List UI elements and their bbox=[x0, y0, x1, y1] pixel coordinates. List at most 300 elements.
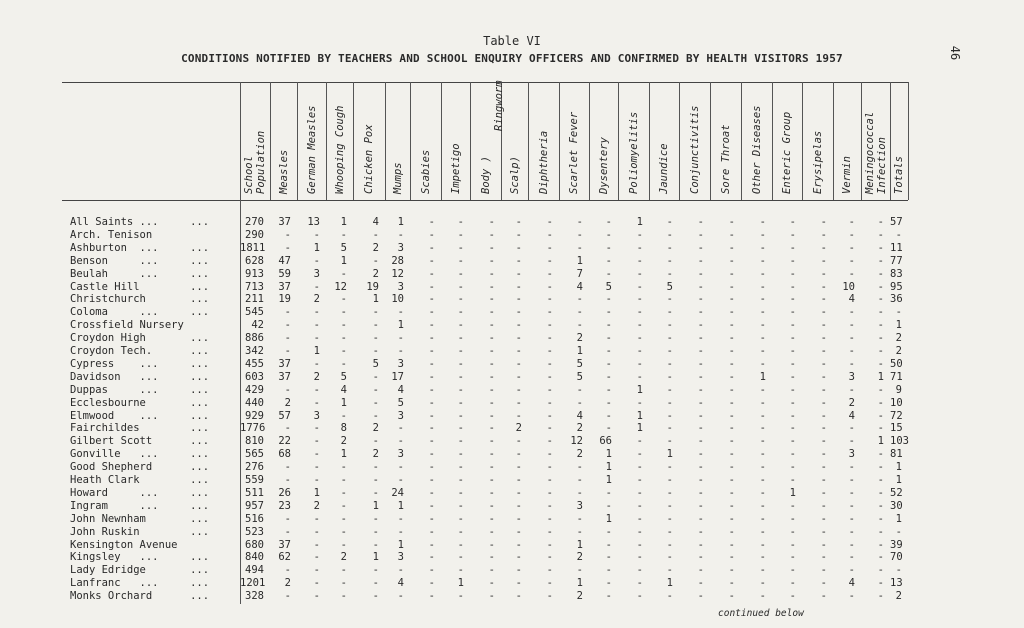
cell-erysipelas: - bbox=[820, 512, 827, 525]
school-name: Crossfield Nursery bbox=[70, 319, 184, 332]
cell-diphtheria: - bbox=[546, 254, 553, 267]
cell-conjunctivitis: - bbox=[697, 422, 704, 435]
cell-scalp: - bbox=[515, 241, 522, 254]
cell-scarlet-fever: 1 bbox=[576, 577, 583, 590]
cell-measles: 37 bbox=[278, 370, 291, 383]
cell-poliomyelitis: - bbox=[636, 538, 643, 551]
school-name: John Newnham ... bbox=[70, 512, 210, 525]
cell-whooping-cough: - bbox=[340, 267, 347, 280]
cell-poliomyelitis: - bbox=[636, 461, 643, 474]
cell-vermin: - bbox=[848, 461, 855, 474]
cell-chicken-pox: 4 bbox=[372, 216, 379, 228]
cell-poliomyelitis: - bbox=[636, 280, 643, 293]
cell-chicken-pox: 1 bbox=[372, 551, 379, 564]
cell-poliomyelitis: - bbox=[636, 435, 643, 448]
cell-measles: 2 bbox=[284, 577, 291, 590]
cell-totals: 2 bbox=[895, 332, 902, 345]
cell-conjunctivitis: - bbox=[697, 461, 704, 474]
cell-vermin: - bbox=[848, 486, 855, 499]
cell-conjunctivitis: - bbox=[697, 332, 704, 345]
cell-totals: - bbox=[895, 306, 902, 319]
column-header-scabies: Scabies bbox=[419, 149, 432, 194]
cell-scabies: - bbox=[428, 486, 435, 499]
cell-chicken-pox: - bbox=[372, 538, 379, 551]
cell-chicken-pox: 2 bbox=[372, 448, 379, 461]
cell-scalp: - bbox=[515, 448, 522, 461]
cell-jaundice: - bbox=[666, 332, 673, 345]
cell-sore-throat: - bbox=[728, 241, 735, 254]
cell-sore-throat: - bbox=[728, 306, 735, 319]
cell-body: - bbox=[488, 306, 495, 319]
school-name: Fairchildes ... bbox=[70, 422, 210, 435]
school-name: Ashburton ... ... bbox=[70, 241, 210, 254]
cell-vermin: 4 bbox=[848, 293, 855, 306]
column-divider bbox=[741, 82, 742, 200]
cell-scalp: - bbox=[515, 306, 522, 319]
cell-body: - bbox=[488, 512, 495, 525]
cell-dysentery: 1 bbox=[605, 448, 612, 461]
cell-scabies: - bbox=[428, 396, 435, 409]
cell-conjunctivitis: - bbox=[697, 254, 704, 267]
column-divider bbox=[649, 82, 650, 200]
cell-diphtheria: - bbox=[546, 422, 553, 435]
cell-vermin: - bbox=[848, 383, 855, 396]
cell-erysipelas: - bbox=[820, 280, 827, 293]
cell-jaundice: - bbox=[666, 228, 673, 241]
cell-school-population: 516 bbox=[245, 512, 264, 525]
cell-mumps: 24 bbox=[391, 486, 404, 499]
cell-impetigo: - bbox=[457, 512, 464, 525]
cell-whooping-cough: - bbox=[340, 525, 347, 538]
cell-body: - bbox=[488, 396, 495, 409]
cell-impetigo: - bbox=[457, 254, 464, 267]
school-name: John Ruskin ... bbox=[70, 525, 210, 538]
school-name: Heath Clark ... bbox=[70, 474, 210, 486]
cell-dysentery: - bbox=[605, 577, 612, 590]
cell-other-diseases: - bbox=[759, 486, 766, 499]
cell-other-diseases: - bbox=[759, 254, 766, 267]
cell-german-measles: - bbox=[313, 474, 320, 486]
cell-scalp: - bbox=[515, 474, 522, 486]
cell-measles: 47 bbox=[278, 254, 291, 267]
cell-chicken-pox: 5 bbox=[372, 357, 379, 370]
cell-poliomyelitis: - bbox=[636, 448, 643, 461]
cell-chicken-pox: - bbox=[372, 370, 379, 383]
cell-chicken-pox: - bbox=[372, 396, 379, 409]
cell-german-measles: 1 bbox=[313, 486, 320, 499]
cell-measles: - bbox=[284, 241, 291, 254]
cell-diphtheria: - bbox=[546, 590, 553, 603]
cell-enteric-group: - bbox=[789, 370, 796, 383]
cell-impetigo: - bbox=[457, 357, 464, 370]
cell-other-diseases: - bbox=[759, 551, 766, 564]
cell-poliomyelitis: - bbox=[636, 564, 643, 577]
column-header-school-population: School Population bbox=[243, 130, 267, 194]
cell-jaundice: - bbox=[666, 370, 673, 383]
cell-vermin: - bbox=[848, 267, 855, 280]
cell-jaundice: - bbox=[666, 319, 673, 332]
cell-jaundice: - bbox=[666, 435, 673, 448]
cell-scarlet-fever: - bbox=[576, 564, 583, 577]
cell-sore-throat: - bbox=[728, 216, 735, 228]
cell-scabies: - bbox=[428, 357, 435, 370]
cell-poliomyelitis: - bbox=[636, 306, 643, 319]
cell-other-diseases: - bbox=[759, 383, 766, 396]
cell-whooping-cough: - bbox=[340, 319, 347, 332]
cell-german-measles: 2 bbox=[313, 370, 320, 383]
cell-chicken-pox: - bbox=[372, 319, 379, 332]
cell-totals: 77 bbox=[890, 254, 903, 267]
cell-body: - bbox=[488, 435, 495, 448]
cell-other-diseases: - bbox=[759, 345, 766, 357]
school-name: All Saints ... ... bbox=[70, 216, 210, 228]
cell-sore-throat: - bbox=[728, 448, 735, 461]
cell-diphtheria: - bbox=[546, 370, 553, 383]
cell-dysentery: - bbox=[605, 396, 612, 409]
cell-conjunctivitis: - bbox=[697, 370, 704, 383]
cell-body: - bbox=[488, 370, 495, 383]
cell-impetigo: - bbox=[457, 267, 464, 280]
cell-jaundice: - bbox=[666, 525, 673, 538]
cell-erysipelas: - bbox=[820, 538, 827, 551]
cell-diphtheria: - bbox=[546, 280, 553, 293]
cell-dysentery: 1 bbox=[605, 474, 612, 486]
cell-whooping-cough: - bbox=[340, 357, 347, 370]
school-name: Ecclesbourne ... bbox=[70, 396, 210, 409]
cell-enteric-group: - bbox=[789, 280, 796, 293]
cell-scabies: - bbox=[428, 293, 435, 306]
cell-scarlet-fever: - bbox=[576, 486, 583, 499]
cell-totals: 50 bbox=[890, 357, 903, 370]
cell-scabies: - bbox=[428, 499, 435, 512]
cell-totals: 1 bbox=[895, 512, 902, 525]
cell-chicken-pox: - bbox=[372, 345, 379, 357]
school-name: Ingram ... ... bbox=[70, 499, 210, 512]
cell-scabies: - bbox=[428, 254, 435, 267]
cell-enteric-group: - bbox=[789, 474, 796, 486]
cell-conjunctivitis: - bbox=[697, 216, 704, 228]
cell-jaundice: - bbox=[666, 409, 673, 422]
column-header-german-measles: German Measles bbox=[305, 105, 318, 194]
cell-sore-throat: - bbox=[728, 538, 735, 551]
cell-erysipelas: - bbox=[820, 486, 827, 499]
cell-diphtheria: - bbox=[546, 564, 553, 577]
cell-scarlet-fever: 2 bbox=[576, 422, 583, 435]
cell-sore-throat: - bbox=[728, 499, 735, 512]
cell-totals: 2 bbox=[895, 345, 902, 357]
cell-impetigo: - bbox=[457, 474, 464, 486]
cell-erysipelas: - bbox=[820, 332, 827, 345]
cell-impetigo: - bbox=[457, 280, 464, 293]
cell-dysentery: - bbox=[605, 409, 612, 422]
cell-sore-throat: - bbox=[728, 370, 735, 383]
cell-body: - bbox=[488, 280, 495, 293]
cell-totals: 1 bbox=[895, 319, 902, 332]
cell-scalp: - bbox=[515, 357, 522, 370]
cell-erysipelas: - bbox=[820, 564, 827, 577]
cell-scalp: - bbox=[515, 486, 522, 499]
cell-body: - bbox=[488, 409, 495, 422]
cell-dysentery: - bbox=[605, 551, 612, 564]
cell-mumps: - bbox=[397, 525, 404, 538]
cell-german-measles: - bbox=[313, 577, 320, 590]
cell-jaundice: 5 bbox=[666, 280, 673, 293]
cell-diphtheria: - bbox=[546, 228, 553, 241]
cell-body: - bbox=[488, 357, 495, 370]
cell-german-measles: 1 bbox=[313, 345, 320, 357]
cell-jaundice: - bbox=[666, 241, 673, 254]
cell-whooping-cough: 12 bbox=[334, 280, 347, 293]
cell-scarlet-fever: 5 bbox=[576, 370, 583, 383]
cell-meningococcal-infection: - bbox=[877, 332, 884, 345]
cell-totals: - bbox=[895, 228, 902, 241]
cell-mumps: 3 bbox=[397, 280, 404, 293]
cell-poliomyelitis: - bbox=[636, 254, 643, 267]
cell-scalp: - bbox=[515, 383, 522, 396]
cell-mumps: - bbox=[397, 332, 404, 345]
cell-poliomyelitis: - bbox=[636, 474, 643, 486]
cell-school-population: 565 bbox=[245, 448, 264, 461]
cell-impetigo: - bbox=[457, 538, 464, 551]
cell-erysipelas: - bbox=[820, 370, 827, 383]
cell-vermin: - bbox=[848, 499, 855, 512]
cell-measles: - bbox=[284, 332, 291, 345]
cell-scarlet-fever: 12 bbox=[570, 435, 583, 448]
cell-diphtheria: - bbox=[546, 345, 553, 357]
cell-measles: - bbox=[284, 525, 291, 538]
cell-scarlet-fever: - bbox=[576, 396, 583, 409]
cell-diphtheria: - bbox=[546, 409, 553, 422]
cell-scarlet-fever: - bbox=[576, 216, 583, 228]
cell-impetigo: - bbox=[457, 409, 464, 422]
cell-erysipelas: - bbox=[820, 577, 827, 590]
cell-mumps: - bbox=[397, 564, 404, 577]
cell-totals: 36 bbox=[890, 293, 903, 306]
cell-body: - bbox=[488, 345, 495, 357]
cell-whooping-cough: - bbox=[340, 409, 347, 422]
cell-enteric-group: - bbox=[789, 499, 796, 512]
cell-poliomyelitis: 1 bbox=[636, 383, 643, 396]
cell-scabies: - bbox=[428, 564, 435, 577]
cell-poliomyelitis: - bbox=[636, 577, 643, 590]
cell-impetigo: - bbox=[457, 319, 464, 332]
cell-poliomyelitis: - bbox=[636, 499, 643, 512]
cell-jaundice: - bbox=[666, 512, 673, 525]
cell-german-measles: - bbox=[313, 461, 320, 474]
cell-school-population: 455 bbox=[245, 357, 264, 370]
cell-jaundice: - bbox=[666, 538, 673, 551]
cell-other-diseases: - bbox=[759, 409, 766, 422]
cell-mumps: 12 bbox=[391, 267, 404, 280]
cell-scabies: - bbox=[428, 319, 435, 332]
cell-dysentery: - bbox=[605, 216, 612, 228]
cell-diphtheria: - bbox=[546, 461, 553, 474]
cell-scarlet-fever: 7 bbox=[576, 267, 583, 280]
cell-school-population: 342 bbox=[245, 345, 264, 357]
cell-other-diseases: - bbox=[759, 396, 766, 409]
cell-scarlet-fever: 2 bbox=[576, 332, 583, 345]
cell-conjunctivitis: - bbox=[697, 396, 704, 409]
cell-jaundice: - bbox=[666, 486, 673, 499]
cell-conjunctivitis: - bbox=[697, 564, 704, 577]
cell-scarlet-fever: - bbox=[576, 383, 583, 396]
cell-sore-throat: - bbox=[728, 422, 735, 435]
cell-meningococcal-infection: - bbox=[877, 512, 884, 525]
cell-body: - bbox=[488, 383, 495, 396]
cell-jaundice: - bbox=[666, 396, 673, 409]
cell-scarlet-fever: 2 bbox=[576, 551, 583, 564]
cell-enteric-group: - bbox=[789, 538, 796, 551]
cell-conjunctivitis: - bbox=[697, 474, 704, 486]
cell-whooping-cough: - bbox=[340, 293, 347, 306]
cell-erysipelas: - bbox=[820, 267, 827, 280]
cell-measles: - bbox=[284, 422, 291, 435]
school-name: Kingsley ... ... bbox=[70, 551, 210, 564]
cell-meningococcal-infection: - bbox=[877, 551, 884, 564]
cell-mumps: 4 bbox=[397, 577, 404, 590]
cell-body: - bbox=[488, 486, 495, 499]
cell-enteric-group: - bbox=[789, 254, 796, 267]
cell-conjunctivitis: - bbox=[697, 577, 704, 590]
school-name: Benson ... ... bbox=[70, 254, 210, 267]
cell-scabies: - bbox=[428, 525, 435, 538]
cell-scalp: - bbox=[515, 254, 522, 267]
cell-whooping-cough: - bbox=[340, 345, 347, 357]
cell-mumps: 28 bbox=[391, 254, 404, 267]
cell-scalp: - bbox=[515, 564, 522, 577]
cell-meningococcal-infection: 1 bbox=[877, 370, 884, 383]
cell-sore-throat: - bbox=[728, 474, 735, 486]
cell-enteric-group: - bbox=[789, 564, 796, 577]
cell-vermin: - bbox=[848, 590, 855, 603]
cell-whooping-cough: 2 bbox=[340, 551, 347, 564]
cell-body: - bbox=[488, 241, 495, 254]
column-divider bbox=[908, 82, 909, 200]
cell-erysipelas: - bbox=[820, 525, 827, 538]
cell-totals: 9 bbox=[895, 383, 902, 396]
cell-scarlet-fever: 2 bbox=[576, 590, 583, 603]
cell-other-diseases: - bbox=[759, 577, 766, 590]
cell-chicken-pox: - bbox=[372, 332, 379, 345]
cell-body: - bbox=[488, 448, 495, 461]
school-name: Gonville ... ... bbox=[70, 448, 210, 461]
cell-sore-throat: - bbox=[728, 564, 735, 577]
cell-totals: 39 bbox=[890, 538, 903, 551]
cell-sore-throat: - bbox=[728, 383, 735, 396]
cell-scabies: - bbox=[428, 577, 435, 590]
cell-other-diseases: - bbox=[759, 564, 766, 577]
cell-jaundice: - bbox=[666, 345, 673, 357]
cell-school-population: 559 bbox=[245, 474, 264, 486]
column-header-mumps: Mumps bbox=[391, 162, 404, 194]
cell-mumps: 17 bbox=[391, 370, 404, 383]
cell-measles: - bbox=[284, 564, 291, 577]
cell-chicken-pox: - bbox=[372, 525, 379, 538]
cell-school-population: 628 bbox=[245, 254, 264, 267]
column-header-vermin: Vermin bbox=[841, 156, 853, 194]
cell-measles: - bbox=[284, 383, 291, 396]
column-divider bbox=[710, 82, 711, 200]
column-divider bbox=[589, 82, 590, 200]
cell-scabies: - bbox=[428, 461, 435, 474]
cell-scalp: - bbox=[515, 319, 522, 332]
cell-impetigo: - bbox=[457, 499, 464, 512]
cell-scalp: - bbox=[515, 370, 522, 383]
cell-scabies: - bbox=[428, 590, 435, 603]
cell-sore-throat: - bbox=[728, 551, 735, 564]
cell-other-diseases: - bbox=[759, 512, 766, 525]
cell-diphtheria: - bbox=[546, 306, 553, 319]
cell-scalp: - bbox=[515, 280, 522, 293]
cell-school-population: 1201 bbox=[240, 577, 266, 590]
column-header-scalp: Scalp) bbox=[508, 156, 521, 194]
header-rule bbox=[62, 200, 908, 201]
cell-scalp: - bbox=[515, 293, 522, 306]
cell-erysipelas: - bbox=[820, 306, 827, 319]
column-header-sore-throat: Sore Throat bbox=[719, 124, 732, 194]
cell-impetigo: - bbox=[457, 551, 464, 564]
cell-jaundice: - bbox=[666, 306, 673, 319]
cell-erysipelas: - bbox=[820, 396, 827, 409]
cell-conjunctivitis: - bbox=[697, 293, 704, 306]
cell-measles: - bbox=[284, 345, 291, 357]
cell-enteric-group: - bbox=[789, 590, 796, 603]
cell-jaundice: 1 bbox=[666, 448, 673, 461]
column-header-erysipelas: Erysipelas bbox=[811, 130, 824, 194]
cell-measles: 37 bbox=[278, 357, 291, 370]
cell-mumps: 3 bbox=[397, 551, 404, 564]
cell-chicken-pox: - bbox=[372, 254, 379, 267]
cell-diphtheria: - bbox=[546, 396, 553, 409]
cell-poliomyelitis: - bbox=[636, 319, 643, 332]
cell-chicken-pox: 1 bbox=[372, 499, 379, 512]
cell-conjunctivitis: - bbox=[697, 319, 704, 332]
cell-measles: 59 bbox=[278, 267, 291, 280]
cell-body: - bbox=[488, 538, 495, 551]
cell-scabies: - bbox=[428, 345, 435, 357]
cell-chicken-pox: - bbox=[372, 512, 379, 525]
cell-scarlet-fever: - bbox=[576, 461, 583, 474]
cell-whooping-cough: 2 bbox=[340, 435, 347, 448]
cell-poliomyelitis: - bbox=[636, 228, 643, 241]
cell-school-population: 680 bbox=[245, 538, 264, 551]
cell-erysipelas: - bbox=[820, 241, 827, 254]
cell-other-diseases: - bbox=[759, 448, 766, 461]
cell-conjunctivitis: - bbox=[697, 525, 704, 538]
cell-vermin: - bbox=[848, 306, 855, 319]
cell-german-measles: 1 bbox=[313, 241, 320, 254]
cell-sore-throat: - bbox=[728, 267, 735, 280]
cell-meningococcal-infection: - bbox=[877, 254, 884, 267]
cell-measles: - bbox=[284, 512, 291, 525]
cell-jaundice: 1 bbox=[666, 577, 673, 590]
cell-conjunctivitis: - bbox=[697, 280, 704, 293]
column-divider bbox=[890, 82, 891, 200]
cell-meningococcal-infection: - bbox=[877, 319, 884, 332]
cell-scarlet-fever: 1 bbox=[576, 345, 583, 357]
cell-conjunctivitis: - bbox=[697, 241, 704, 254]
cell-dysentery: - bbox=[605, 332, 612, 345]
cell-vermin: - bbox=[848, 345, 855, 357]
cell-sore-throat: - bbox=[728, 486, 735, 499]
cell-diphtheria: - bbox=[546, 474, 553, 486]
cell-dysentery: - bbox=[605, 319, 612, 332]
cell-diphtheria: - bbox=[546, 332, 553, 345]
cell-conjunctivitis: - bbox=[697, 448, 704, 461]
cell-meningococcal-infection: - bbox=[877, 280, 884, 293]
cell-poliomyelitis: - bbox=[636, 267, 643, 280]
cell-impetigo: - bbox=[457, 332, 464, 345]
